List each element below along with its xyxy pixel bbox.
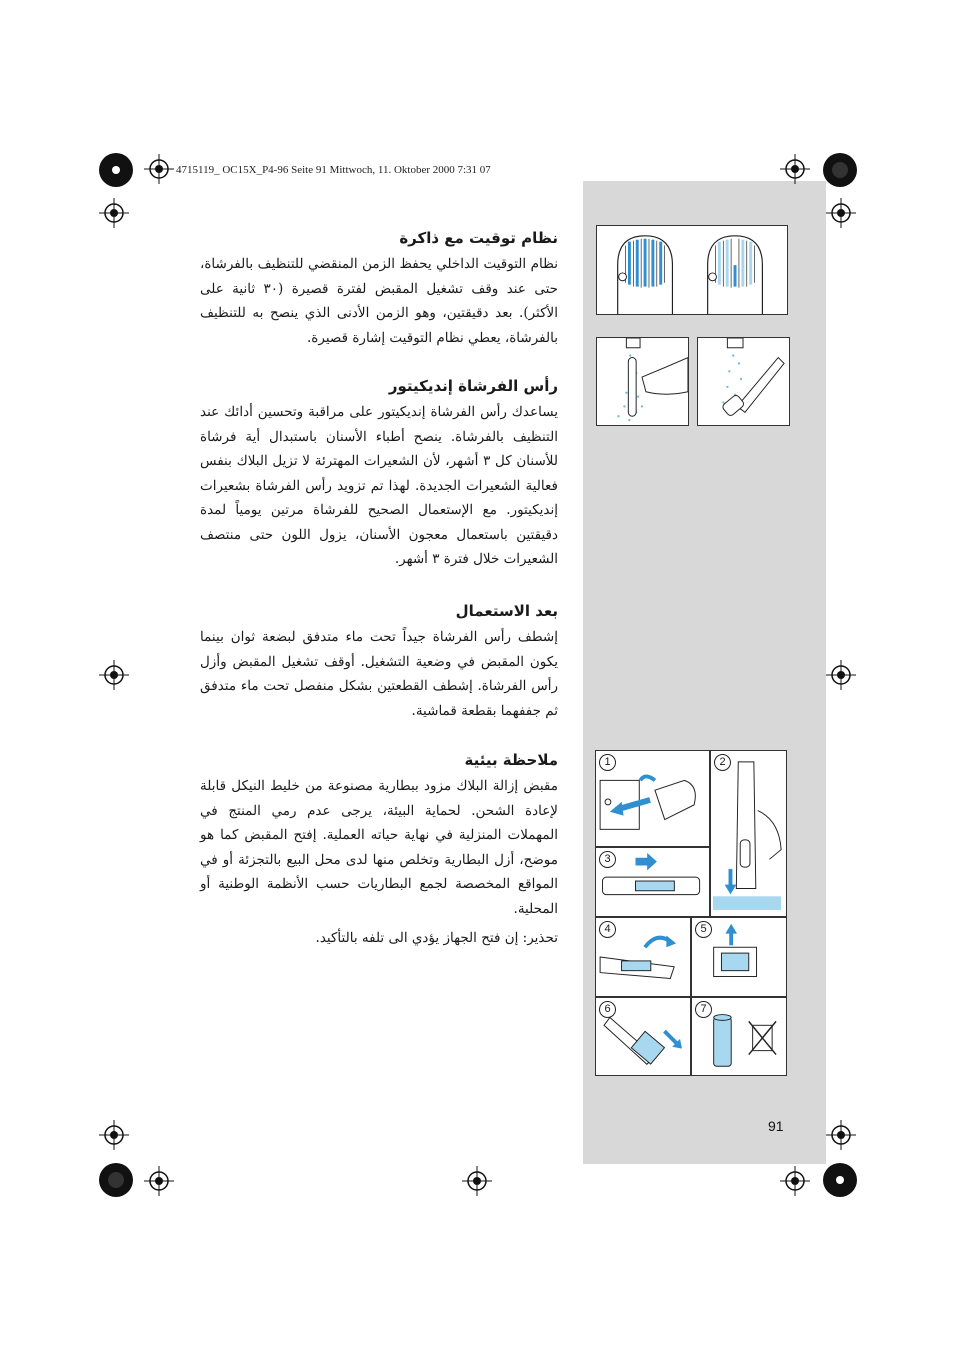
step-number: 4 (599, 921, 616, 938)
print-header: 4715119_ OC15X_P4-96 Seite 91 Mittwoch, 11. Oktober 2000 7:31 07 (176, 164, 491, 176)
crosshair-mark (826, 660, 856, 690)
crosshair-mark (144, 1166, 174, 1196)
step-4-cell (595, 917, 691, 997)
step-7-cell (691, 997, 787, 1076)
registration-target (820, 1160, 860, 1200)
section-heading: نظام توقيت مع ذاكرة (399, 229, 558, 247)
crosshair-mark (99, 660, 129, 690)
step-number: 3 (599, 851, 616, 868)
registration-target (96, 150, 136, 190)
step-2-cell (710, 750, 787, 917)
step-1-cell (595, 750, 710, 847)
crosshair-mark (780, 1166, 810, 1196)
crosshair-mark (780, 154, 810, 184)
rinse-illustration (597, 338, 688, 425)
section-heading: رأس الفرشاة إنديكيتور (388, 377, 558, 395)
registration-target (96, 1160, 136, 1200)
section-body: نظام التوقيت الداخلي يحفظ الزمن المنقضي للتنظيف بالفرشاة، حتى عند وقف تشغيل المقبض لفترة قصيرة (٣٠ ثانية على الأكثر). بعد دقيقتين، وهو الزمن الأدنى الذي ينصح به للتنظيف بالفرشاة، يعطي نظام التوقيت إشارة قصيرة. (200, 256, 558, 346)
section-body: يساعدك رأس الفرشاة إنديكيتور على مراقبة وتحسين أدائك عند التنظيف بالفرشاة. ينصح أطباء الأسنان باستبدال أية فرشاة للأسنان كل ٣ أشهر، لأن الشعيرات المهترئة لا تزيل البلاك بنفس فعالية الشعيرات الجديدة. لهذا تم تزويد رأس الفرشاة بشعيرات إنديكيتور. مع الإستعمال الصحيح للفرشاة مرتين يومياً لمدة دقيقتين باستعمال معجون الأسنان، يزول اللون حتى منتصف الشعيرات خلال فترة ٣ أشهر. (200, 404, 558, 567)
step-number: 2 (714, 754, 731, 771)
crosshair-mark (99, 198, 129, 228)
battery-removal-steps (595, 750, 787, 1076)
crosshair-mark (144, 154, 174, 184)
section-after-use (200, 601, 558, 723)
crosshair-mark (826, 198, 856, 228)
section-environment (200, 750, 558, 921)
warning-note (200, 926, 558, 951)
section-timer (200, 228, 558, 350)
section-indicator (200, 376, 558, 572)
step-number: 5 (695, 921, 712, 938)
step-number: 6 (599, 1001, 616, 1018)
warning-text: تحذير: إن فتح الجهاز يؤدي الى تلفه بالتأكيد. (315, 930, 558, 946)
section-body: إشطف رأس الفرشاة جيداً تحت ماء متدفق لبضعة ثوان بينما يكون المقبض في وضعية التشغيل. أوقف تشغيل المقبض وأزل رأس الفرشاة. إشطف القطعتين بشكل منفصل تحت ماء متدفق ثم جففهما بقطعة قماشية. (200, 629, 558, 719)
step-5-cell (691, 917, 787, 997)
rinse-brush-figure (596, 337, 689, 426)
rinse-head-figure (697, 337, 790, 426)
crosshair-mark (826, 1120, 856, 1150)
page-number: 91 (768, 1118, 784, 1134)
section-body: مقبض إزالة البلاك مزود ببطارية مصنوعة من خليط النيكل قابلة لإعادة الشحن. لحماية البيئة، يرجى عدم رمي المنتج في المهملات المنزلية في نهاية حياته العملية. إفتح المقبض كما هو موضح، أزل البطارية وتخلص منها لدى محل البيع بالتجزئة أو في المواقع المخصصة لجمع البطاريات حسب الأنظمة الوطنية أو المحلية. (200, 778, 558, 917)
step-number: 1 (599, 754, 616, 771)
step-3-cell (595, 847, 710, 917)
crosshair-mark (462, 1166, 492, 1196)
section-heading: بعد الاستعمال (455, 602, 558, 620)
brush-heads-figure (596, 225, 788, 315)
step-2-illustration (711, 751, 786, 916)
crosshair-mark (99, 1120, 129, 1150)
section-heading: ملاحظة بيئية (464, 751, 558, 769)
step-6-cell (595, 997, 691, 1076)
rinse-head-illustration (698, 338, 789, 425)
registration-target (820, 150, 860, 190)
brush-heads-illustration (597, 226, 787, 314)
step-number: 7 (695, 1001, 712, 1018)
